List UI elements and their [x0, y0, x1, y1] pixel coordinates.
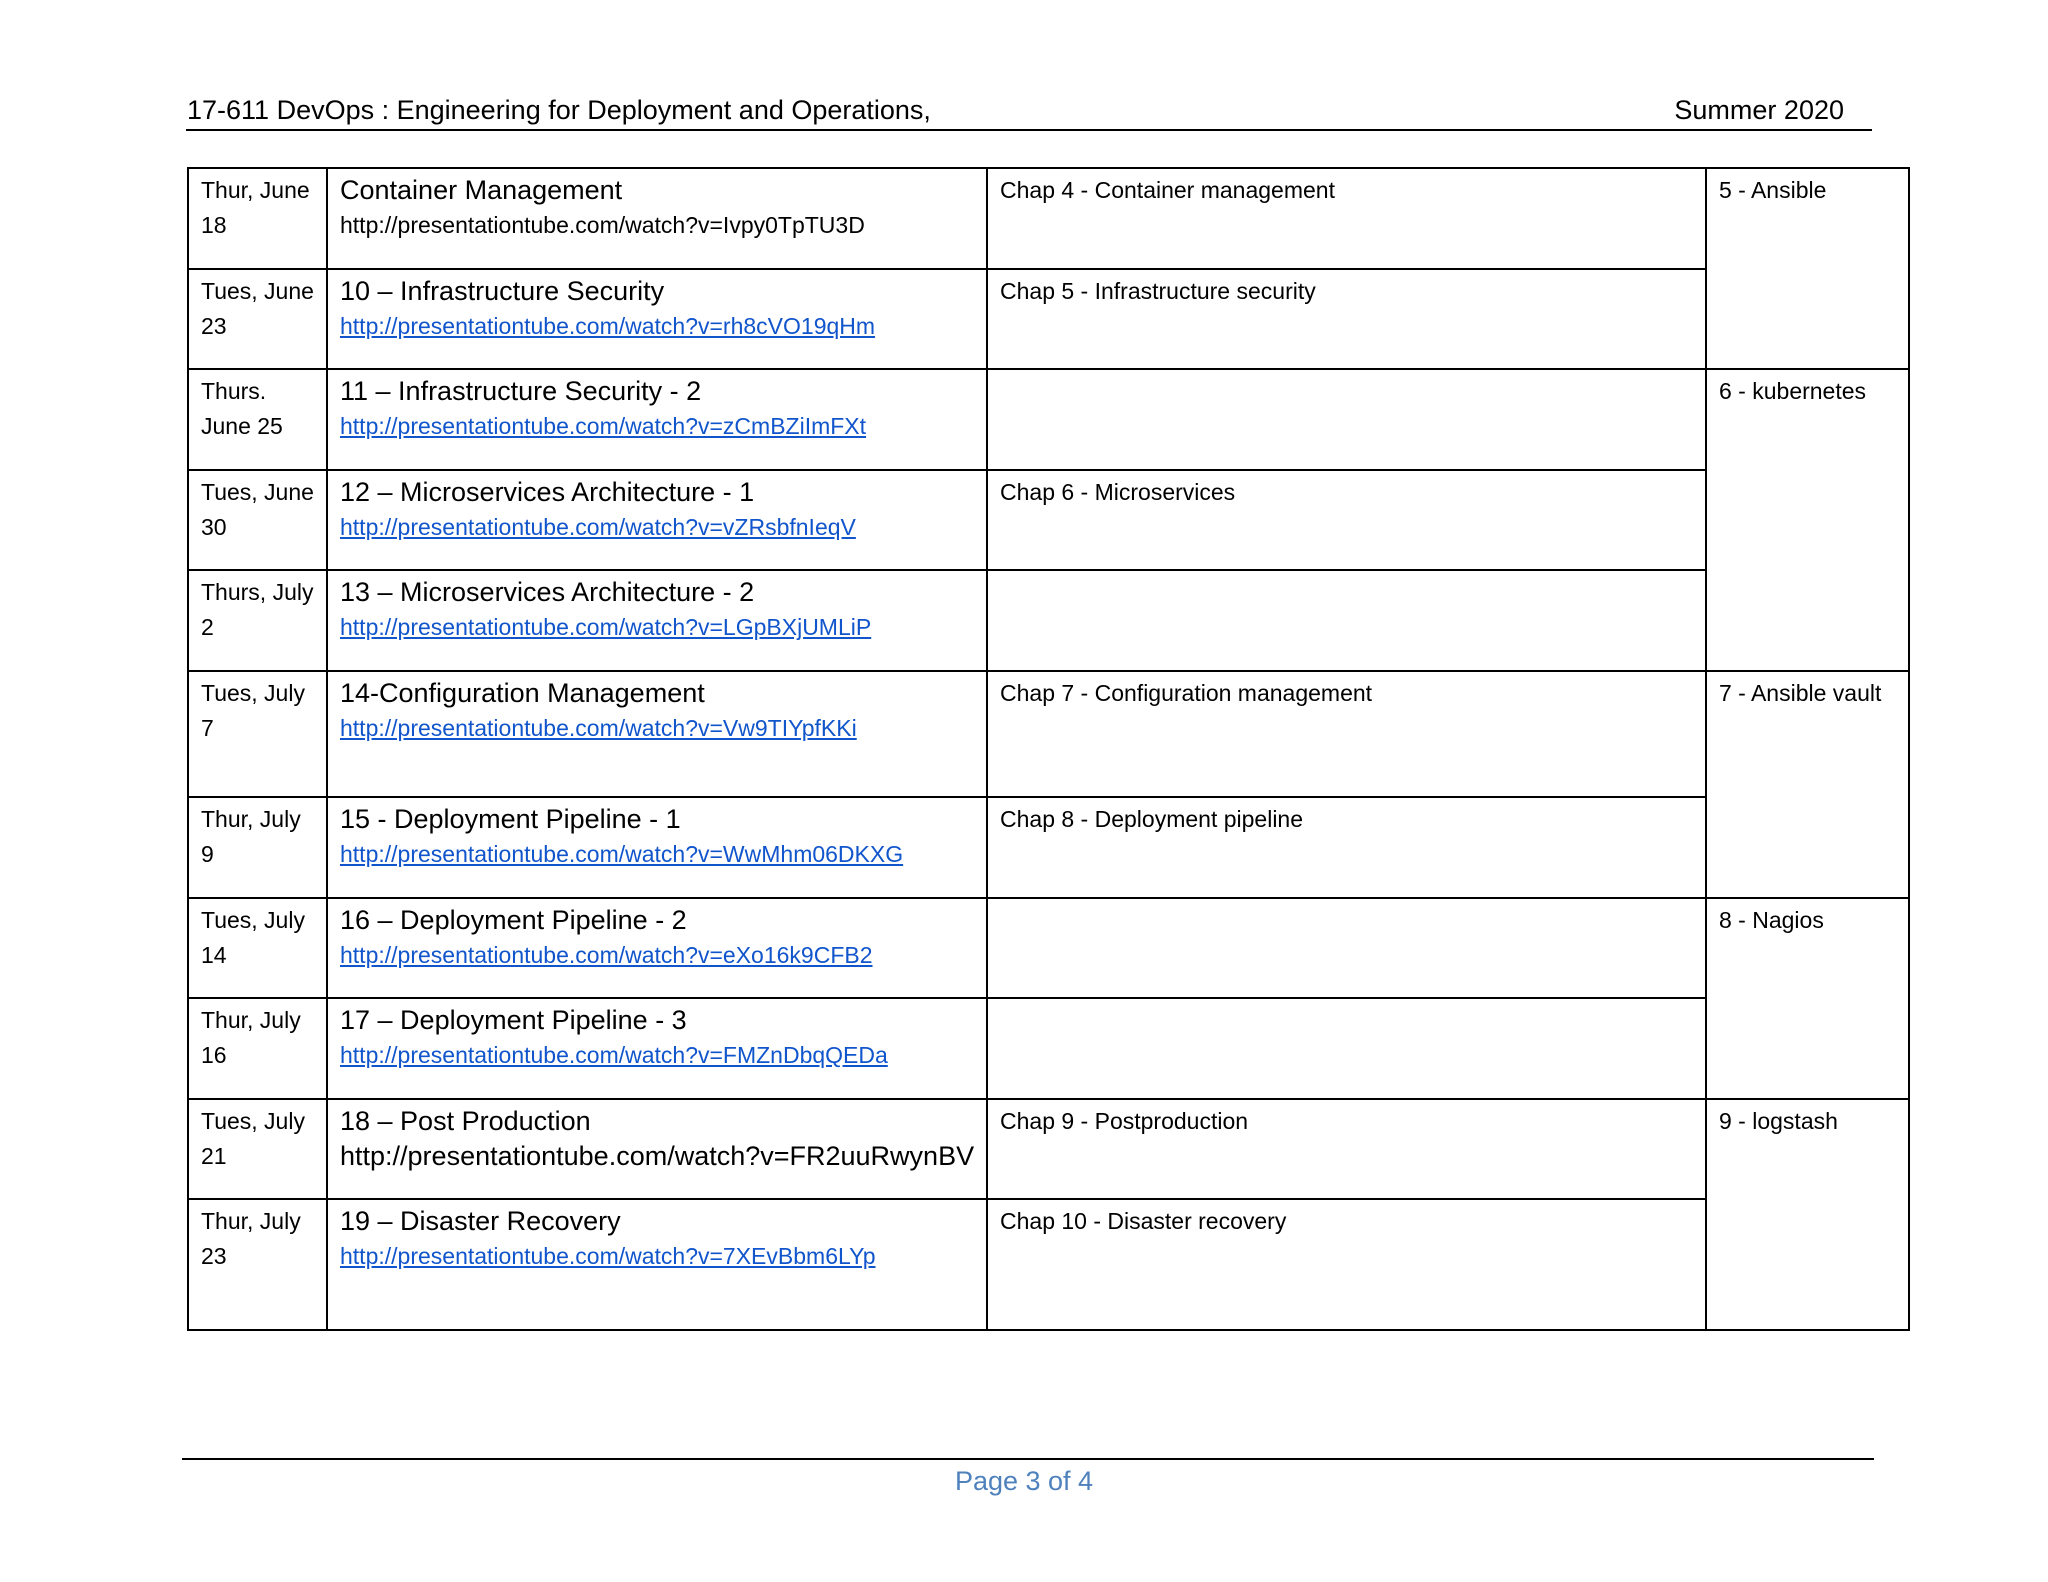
lecture-link[interactable]: http://presentationtube.com/watch?v=FMZnDbqQEDa [340, 1042, 888, 1068]
row-date: Tues, July 21 [188, 1099, 327, 1199]
lecture-link[interactable]: http://presentationtube.com/watch?v=eXo16k9CFB2 [340, 942, 873, 968]
lecture-cell [327, 470, 987, 570]
homework-cell: 7 - Ansible vault [1706, 671, 1909, 898]
table-row [188, 1199, 1909, 1330]
lecture-url: http://presentationtube.com/watch?v=Ivpy0TpTU3D [340, 212, 865, 238]
lecture-link[interactable]: http://presentationtube.com/watch?v=vZRsbfnIeqV [340, 514, 856, 540]
homework-cell: 8 - Nagios [1706, 898, 1909, 1099]
lecture-title: 11 – Infrastructure Security - 2 [340, 376, 702, 406]
row-date: Tues, July 14 [188, 898, 327, 998]
table-row [188, 998, 1909, 1099]
lecture-title: Container Management [340, 175, 623, 205]
lecture-cell [327, 168, 987, 269]
lecture-link[interactable]: http://presentationtube.com/watch?v=zCmBZiImFXt [340, 413, 867, 439]
homework-cell: 9 - logstash [1706, 1099, 1909, 1330]
row-date: Tues, July 7 [188, 671, 327, 797]
table-row [188, 369, 1909, 470]
table-row [188, 671, 1909, 797]
lecture-cell [327, 269, 987, 369]
lecture-title: 16 – Deployment Pipeline - 2 [340, 905, 687, 935]
table-row [188, 1099, 1909, 1199]
lecture-cell [327, 898, 987, 998]
lecture-cell [327, 998, 987, 1099]
row-date: Thurs. June 25 [188, 369, 327, 470]
homework-cell: 6 - kubernetes [1706, 369, 1909, 671]
term-label: Summer 2020 [1674, 95, 1844, 125]
table-row [188, 898, 1909, 998]
footer-divider [182, 1458, 1874, 1460]
page-number: Page 3 of 4 [954, 1466, 1094, 1496]
lecture-title: 17 – Deployment Pipeline - 3 [340, 1005, 687, 1035]
reading-cell: Chap 9 - Postproduction [987, 1099, 1706, 1199]
table-row [188, 269, 1909, 369]
lecture-link[interactable]: http://presentationtube.com/watch?v=rh8cVO19qHm [340, 313, 876, 339]
lecture-title: 12 – Microservices Architecture - 1 [340, 477, 755, 507]
homework-cell: 5 - Ansible [1706, 168, 1909, 369]
reading-cell [987, 998, 1706, 1099]
lecture-title: 14-Configuration Management [340, 678, 705, 708]
reading-cell: Chap 6 - Microservices [987, 470, 1706, 570]
row-date: Thur, July 23 [188, 1199, 327, 1330]
lecture-cell [327, 369, 987, 470]
row-date: Thur, July 9 [188, 797, 327, 898]
reading-cell: Chap 4 - Container management [987, 168, 1706, 269]
reading-cell: Chap 7 - Configuration management [987, 671, 1706, 797]
reading-cell: Chap 5 - Infrastructure security [987, 269, 1706, 369]
row-date: Thur, July 16 [188, 998, 327, 1099]
reading-cell: Chap 8 - Deployment pipeline [987, 797, 1706, 898]
row-date: Thur, June 18 [188, 168, 327, 269]
lecture-cell [327, 797, 987, 898]
course-title: 17-611 DevOps : Engineering for Deployment and Operations, [187, 95, 931, 125]
lecture-cell [327, 1199, 987, 1330]
lecture-link[interactable]: http://presentationtube.com/watch?v=LGpBXjUMLiP [340, 614, 872, 640]
lecture-cell [327, 1099, 987, 1199]
schedule-table [187, 167, 1910, 1331]
reading-cell [987, 369, 1706, 470]
lecture-link[interactable]: http://presentationtube.com/watch?v=WwMhm06DKXG [340, 841, 904, 867]
row-date: Tues, June 23 [188, 269, 327, 369]
lecture-title: 13 – Microservices Architecture - 2 [340, 577, 755, 607]
lecture-title: 15 - Deployment Pipeline - 1 [340, 804, 681, 834]
lecture-cell [327, 671, 987, 797]
table-row [188, 168, 1909, 269]
lecture-cell [327, 570, 987, 671]
table-row [188, 797, 1909, 898]
lecture-link[interactable]: http://presentationtube.com/watch?v=7XEvBbm6LYp [340, 1243, 876, 1269]
reading-cell [987, 570, 1706, 671]
lecture-title: 18 – Post Production [340, 1106, 591, 1136]
reading-cell [987, 898, 1706, 998]
lecture-title: 19 – Disaster Recovery [340, 1206, 621, 1236]
lecture-link[interactable]: http://presentationtube.com/watch?v=Vw9TIYpfKKi [340, 715, 857, 741]
reading-cell: Chap 10 - Disaster recovery [987, 1199, 1706, 1330]
lecture-url: http://presentationtube.com/watch?v=FR2uuRwynBV [340, 1141, 975, 1171]
lecture-title: 10 – Infrastructure Security [340, 276, 665, 306]
table-row [188, 470, 1909, 570]
page-header [186, 93, 1872, 131]
table-row [188, 570, 1909, 671]
row-date: Thurs, July 2 [188, 570, 327, 671]
row-date: Tues, June 30 [188, 470, 327, 570]
